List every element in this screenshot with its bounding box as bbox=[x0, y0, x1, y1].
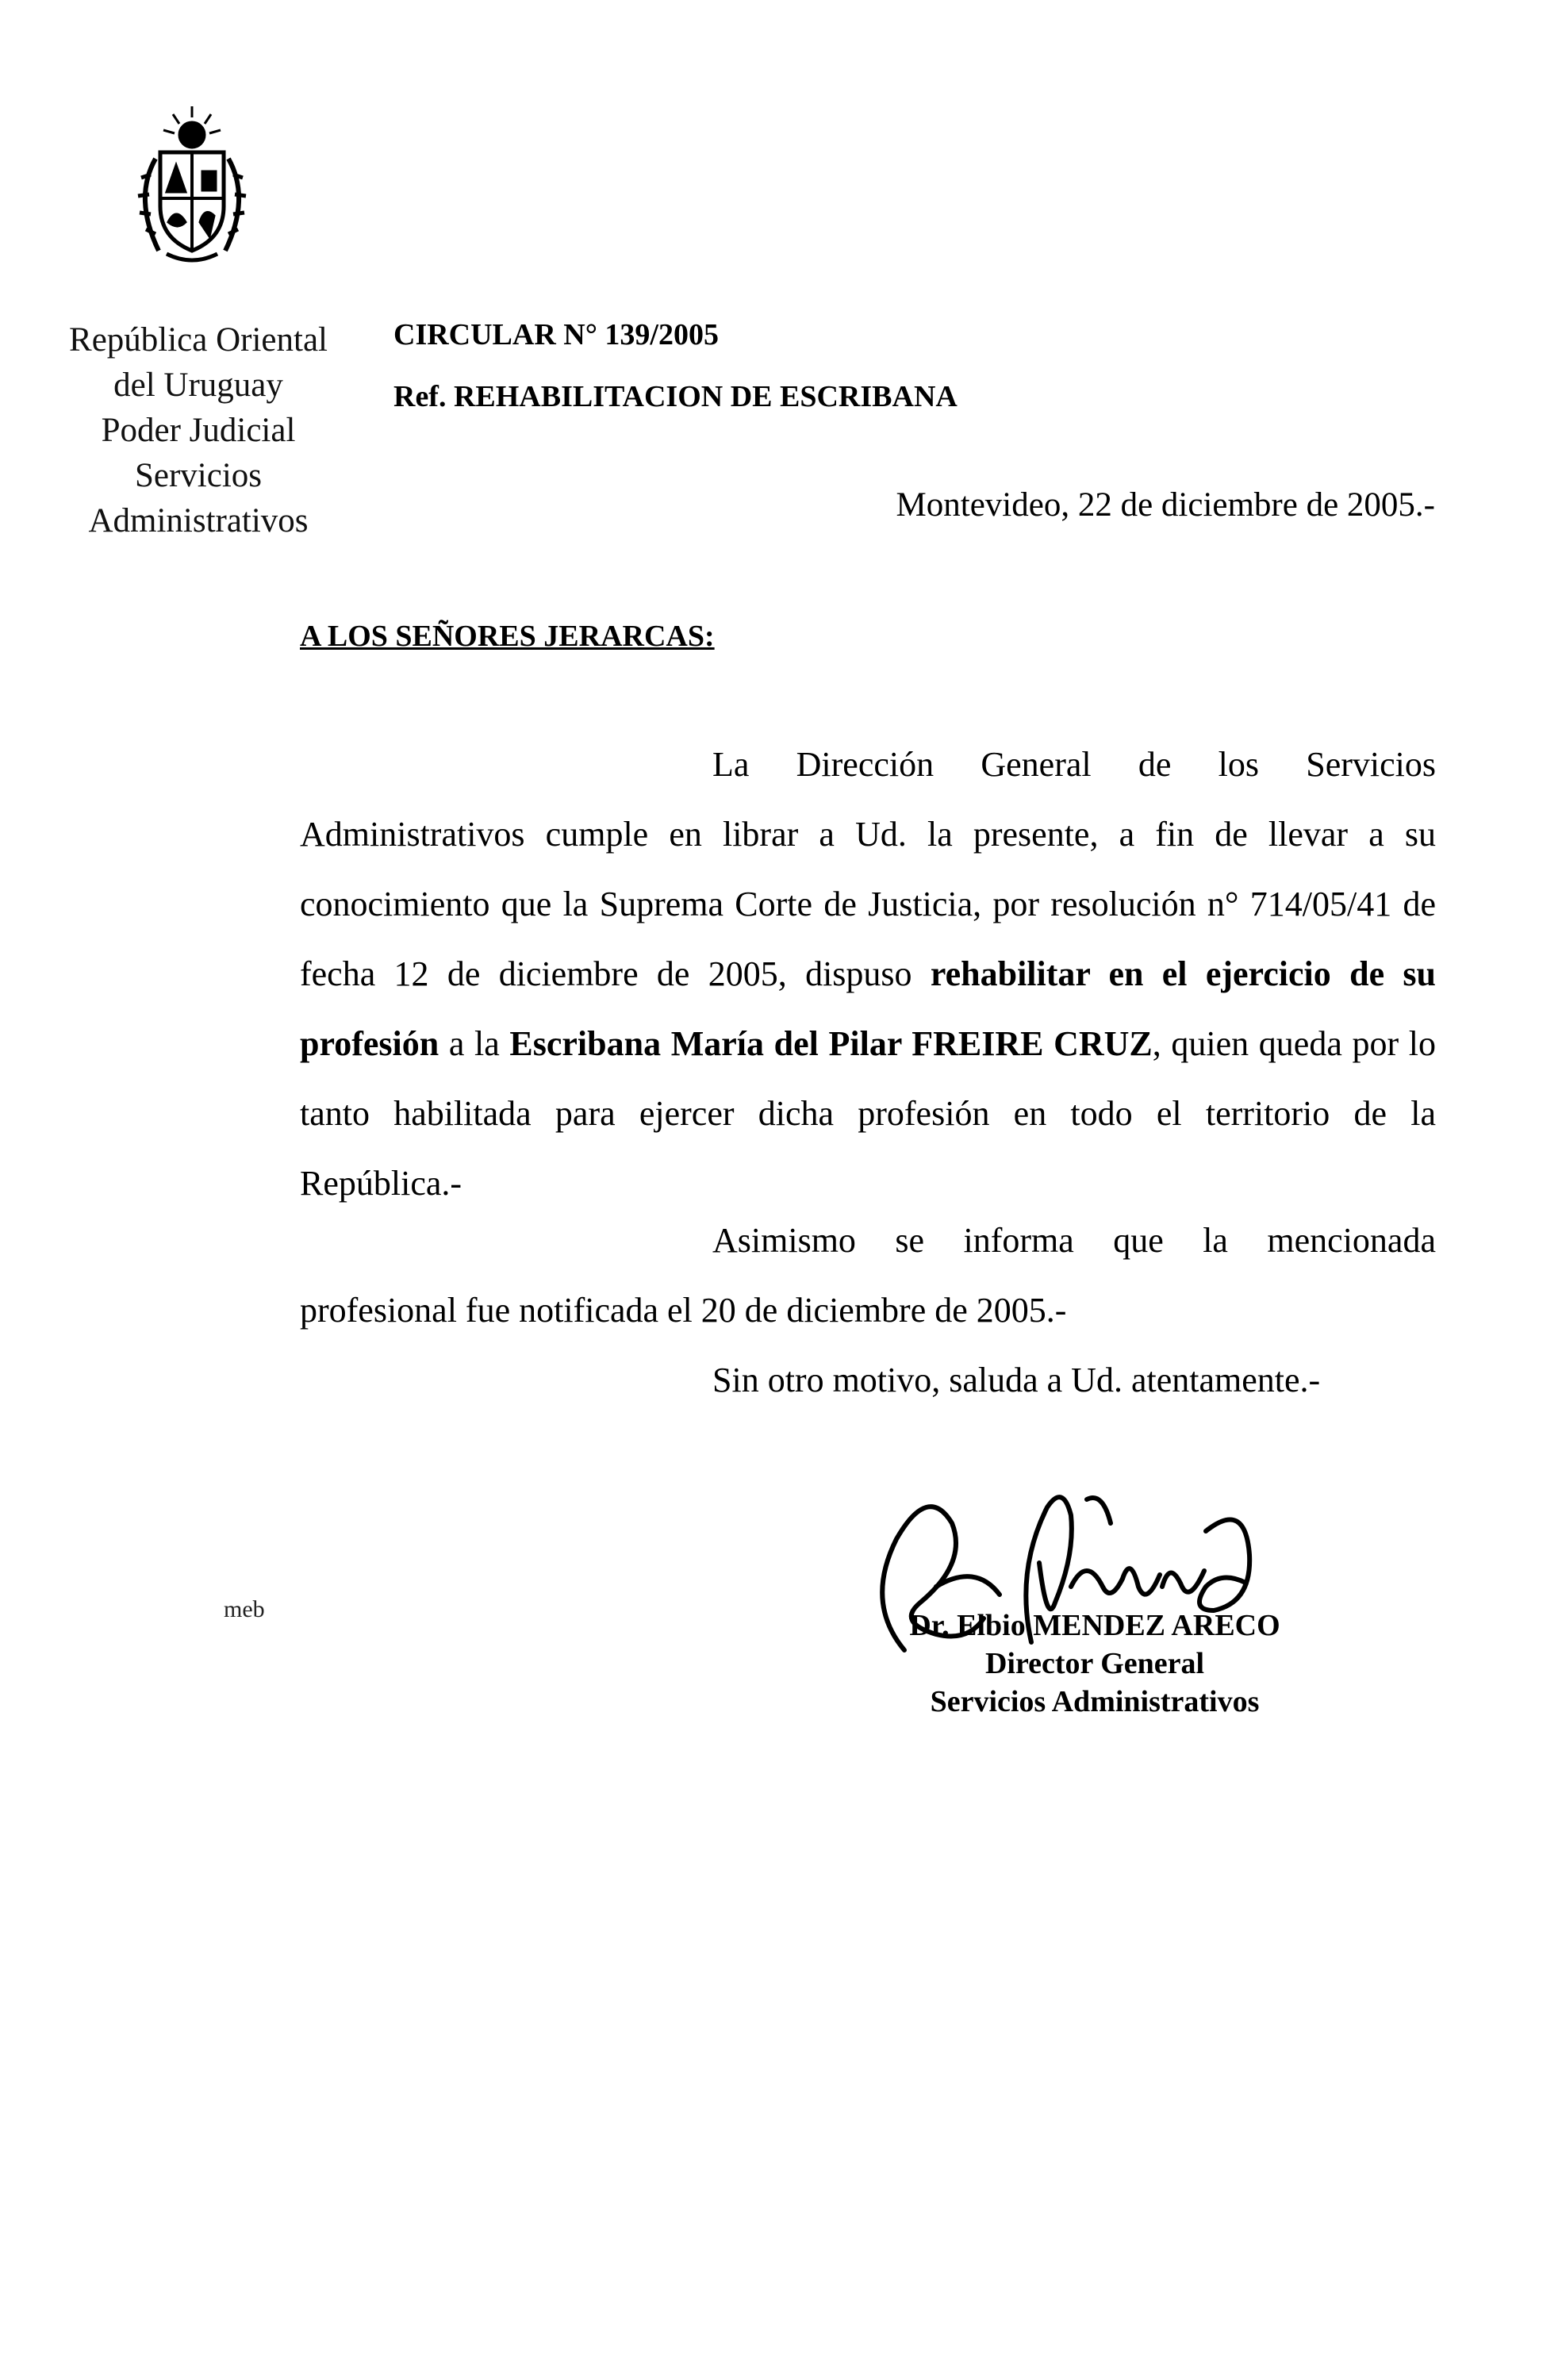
body-text-bold: rehabilitar en el ejercicio de su profesión bbox=[300, 954, 1436, 1063]
signatory-title: Director General bbox=[984, 1647, 1205, 1680]
issuer-line: República Oriental bbox=[69, 321, 328, 359]
salutation: A LOS SEÑORES JERARCAS: bbox=[300, 620, 715, 653]
coat-of-arms-icon bbox=[127, 103, 258, 266]
issuer-line: Poder Judicial bbox=[101, 412, 296, 449]
body-paragraph-3: Sin otro motivo, saluda a Ud. atentamente.- bbox=[712, 1361, 1321, 1399]
body-text-bold: Escribana María del Pilar FREIRE CRUZ bbox=[509, 1024, 1153, 1063]
body-text: La Dirección General de los Servicios Administrativos cumple en librar a Ud. la presente, a fin de llevar a su conocimiento que la Suprema Corte de Justicia, por resolución n° 714/05/41 de fecha 12 de diciembre de 2005, dispuso bbox=[300, 745, 1436, 993]
issuer-block bbox=[48, 317, 349, 543]
signature-block bbox=[881, 1606, 1309, 1721]
signatory-name: Dr. Elbio MENDEZ ARECO bbox=[909, 1609, 1280, 1642]
circular-reference: Ref. REHABILITACION DE ESCRIBANA bbox=[393, 380, 958, 413]
signatory-office: Servicios Administrativos bbox=[930, 1685, 1260, 1718]
body-paragraph-1 bbox=[300, 730, 1436, 1219]
issuer-line: Servicios bbox=[134, 457, 263, 494]
place-date: Montevideo, 22 de diciembre de 2005.- bbox=[896, 486, 1435, 524]
issuer-line: Administrativos bbox=[88, 502, 309, 539]
typist-initials: meb bbox=[224, 1596, 265, 1622]
body-text: , quien queda por lo tanto habilitada para ejercer dicha profesión en todo el territorio de la República.- bbox=[300, 1024, 1436, 1203]
body-text: a la bbox=[439, 1024, 510, 1063]
issuer-line: del Uruguay bbox=[113, 367, 283, 404]
circular-number: CIRCULAR N° 139/2005 bbox=[393, 318, 719, 351]
body-paragraph-2: Asimismo se informa que la mencionada profesional fue notificada el 20 de diciembre de 2005.- bbox=[300, 1221, 1436, 1330]
